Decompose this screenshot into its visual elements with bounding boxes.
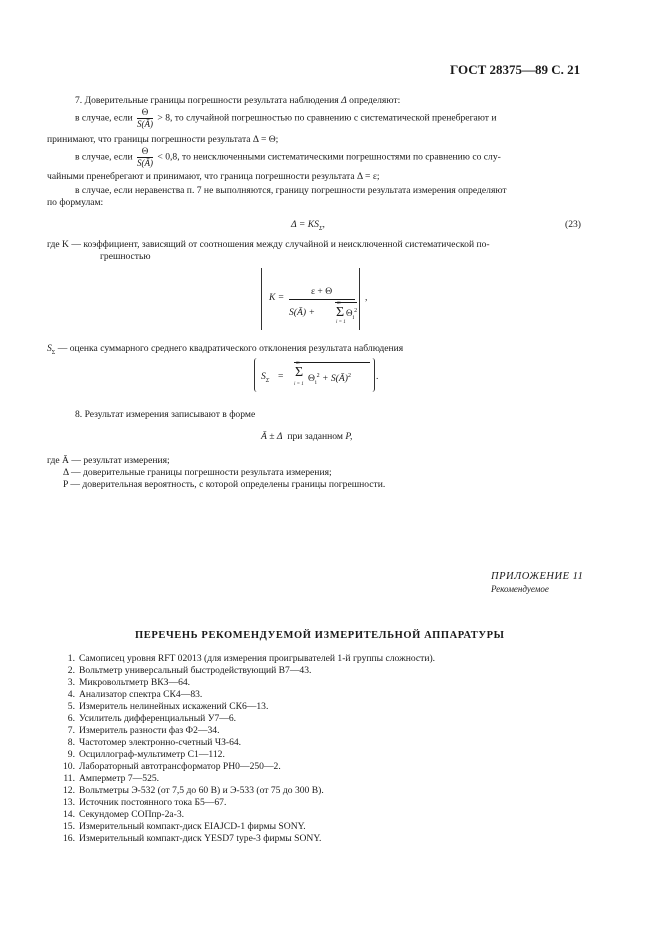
- list-item: 14. Секундомер СОПпр-2а-3.: [63, 809, 185, 820]
- s-tail: .: [376, 371, 379, 382]
- appendix-label: ПРИЛОЖЕНИЕ 11: [491, 571, 584, 582]
- k-theta: $\Theta_i^2$: [346, 308, 358, 321]
- k-bracket-right: [357, 268, 360, 330]
- equation-number: (23): [565, 219, 581, 230]
- result-form: Ā ± Δ при заданном P,: [261, 431, 353, 442]
- s-sum-bot: i = 1: [294, 382, 304, 387]
- k-den-a: S(Ā) +: [289, 307, 315, 318]
- k-sum-bot: i = 1: [336, 320, 346, 325]
- s-lhs: $S_\Sigma$: [261, 371, 270, 384]
- list-item: 10. Лабораторный автотрансформатор РН0—250—2.: [63, 761, 281, 772]
- s-theta: $\Theta_i^2$ + S(Ā)$^2$: [308, 373, 351, 387]
- case2-cont: чайными пренебрегают и принимают, что граница погрешности результата Δ = ε;: [47, 171, 380, 182]
- k-formula: [261, 268, 368, 330]
- k-sum-top: m: [337, 301, 341, 306]
- list-item: 1. Самописец уровня RFT 02013 (для измерения проигрывателей 1-й группы сложности).: [67, 653, 436, 664]
- s-paren-left: [254, 358, 257, 392]
- where-a: где Ā — результат измерения;: [47, 455, 170, 466]
- list-item: 6. Усилитель дифференциальный У7—6.: [67, 713, 237, 724]
- where-k-cont: грешностью: [100, 251, 151, 262]
- page-header: ГОСТ 28375—89 С. 21: [450, 62, 581, 77]
- list-item: 12. Вольтметры Э-532 (от 7,5 до 60 В) и Э-533 (от 75 до 300 В).: [63, 785, 324, 796]
- where-delta: Δ — доверительные границы погрешности результата измерения;: [63, 467, 332, 478]
- list-item: 7. Измеритель разности фаз Ф2—34.: [67, 725, 220, 736]
- k-tail: ,: [365, 292, 368, 303]
- s-sum-top: m: [296, 361, 300, 366]
- case1-fraction: $\frac{\Theta}{S(Ā)}$: [137, 107, 153, 129]
- list-item: 15. Измерительный компакт-диск EIAJCD-1 фирмы SONY.: [63, 821, 306, 832]
- list-item: 8. Частотомер электронно-счетный ЧЗ-64.: [67, 737, 242, 748]
- s-eq: =: [278, 371, 284, 382]
- equipment-list: [55, 653, 435, 845]
- k-lhs: K =: [269, 292, 285, 303]
- case3-cont: по формулам:: [47, 197, 104, 208]
- list-item: 5. Измеритель нелинейных искажений СК6—13.: [67, 701, 269, 712]
- case1-cont: принимают, что границы погрешности результата Δ = Θ;: [47, 134, 279, 145]
- section8-intro: 8. Результат измерения записывают в форме: [75, 409, 256, 420]
- list-item: 11. Амперметр 7—525.: [63, 773, 160, 784]
- list-item: 4. Анализатор спектра СК4—83.: [67, 689, 203, 700]
- k-sum-icon: Σ: [336, 305, 345, 320]
- where-p: P — доверительная вероятность, с которой определены границы погрешности.: [63, 479, 386, 490]
- s-sum-icon: Σ: [295, 365, 304, 380]
- s-def: $S_\Sigma$ — оценка суммарного среднего квадратического отклонения результата наблюдения: [47, 343, 404, 356]
- s-paren-right: [372, 358, 375, 392]
- list-item: 13. Источник постоянного тока Б5—67.: [63, 797, 227, 808]
- section7-intro: 7. Доверительные границы погрешности результата наблюдения Δ определяют:: [75, 95, 401, 106]
- where-k: где K — коэффициент, зависящий от соотношения между случайной и неисключенной систематической по-: [47, 239, 490, 250]
- appendix-title: ПЕРЕЧЕНЬ РЕКОМЕНДУЕМОЙ ИЗМЕРИТЕЛЬНОЙ АППАРАТУРЫ: [135, 630, 505, 641]
- list-item: 16. Измерительный компакт-диск YESD7 type-3 фирмы SONY.: [63, 833, 322, 844]
- formula-23: $\Delta = KS_\Sigma$,: [291, 219, 325, 232]
- k-fraction-bar: [289, 299, 355, 300]
- list-item: 2. Вольтметр универсальный быстродействующий В7—43.: [67, 665, 312, 676]
- case1-line: в случае, если $\frac{\Theta}{S(Ā)}$ > 8, то случайной погрешностью по сравнению с систематической пренебрегают и: [75, 107, 497, 129]
- k-bracket-left: [261, 268, 264, 330]
- case3-line: в случае, если неравенства п. 7 не выполняются, границу погрешности результата измерения определяют: [75, 185, 507, 196]
- case2-fraction: $\frac{\Theta}{S(Ā)}$: [137, 146, 153, 168]
- appendix-sublabel: Рекомендуемое: [491, 584, 549, 594]
- list-item: 9. Осциллограф-мультиметр С1—112.: [67, 749, 225, 760]
- k-numerator: ε + Θ: [311, 286, 333, 297]
- list-item: 3. Микровольтметр ВКЗ—64.: [67, 677, 191, 688]
- s-radical-bar: [294, 362, 370, 363]
- s-formula: [254, 358, 379, 394]
- case2-line: в случае, если $\frac{\Theta}{S(Ā)}$ < 0,8, то неисключенными систематическими погрешностями по сравнению со слу-: [75, 146, 501, 168]
